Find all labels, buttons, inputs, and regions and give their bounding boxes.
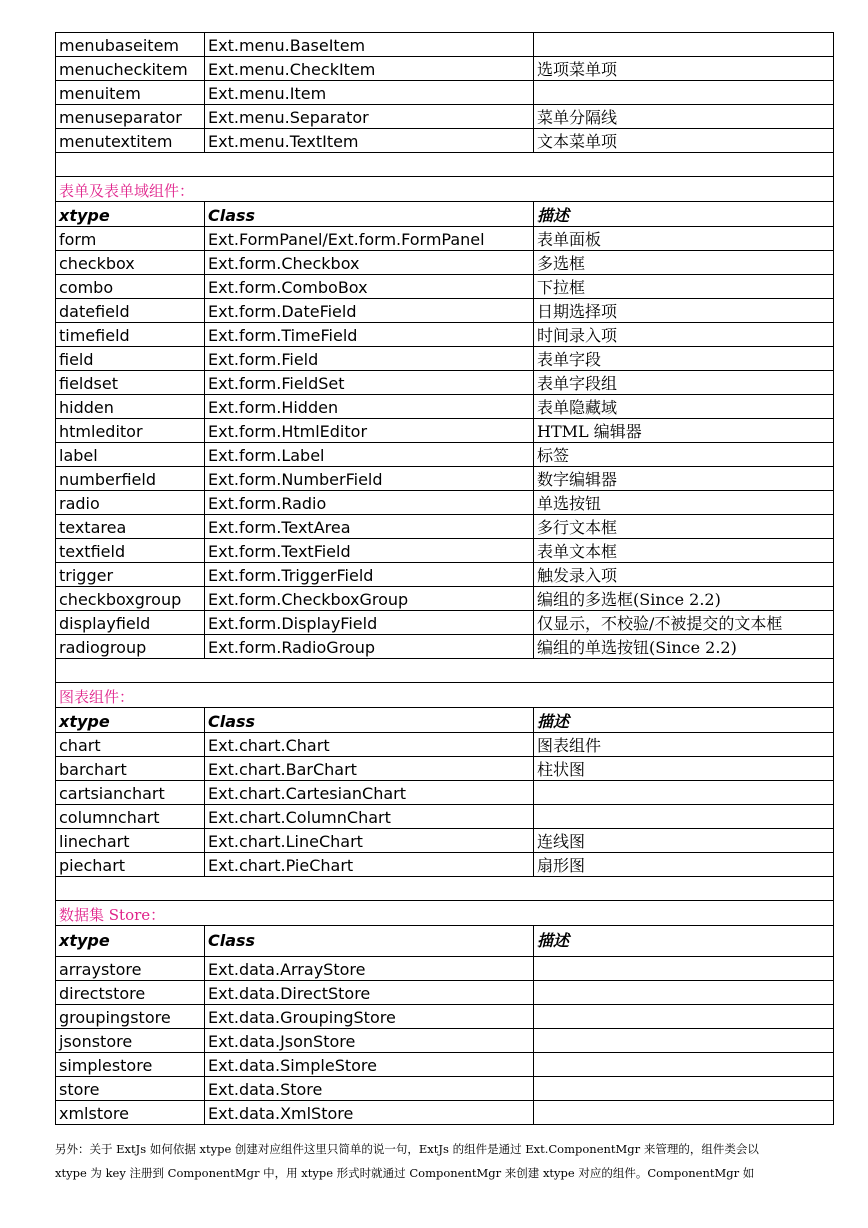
header-description: 描述	[534, 202, 834, 227]
header-description: 描述	[534, 926, 834, 957]
table-row	[56, 395, 834, 419]
description-cell: 多行文本框	[534, 515, 834, 539]
xtype-cell: textarea	[56, 515, 205, 539]
xtype-cell: piechart	[56, 853, 205, 877]
description-cell: 图表组件	[534, 733, 834, 757]
xtype-cell: numberfield	[56, 467, 205, 491]
class-cell: Ext.form.Label	[205, 443, 534, 467]
description-cell: 多选框	[534, 251, 834, 275]
table-row	[56, 829, 834, 853]
xtype-cell: displayfield	[56, 611, 205, 635]
xtype-cell: directstore	[56, 981, 205, 1005]
description-cell	[534, 1029, 834, 1053]
class-cell: Ext.data.Store	[205, 1077, 534, 1101]
description-cell: 表单面板	[534, 227, 834, 251]
class-cell: Ext.data.ArrayStore	[205, 957, 534, 981]
class-cell: Ext.form.RadioGroup	[205, 635, 534, 659]
class-cell: Ext.chart.ColumnChart	[205, 805, 534, 829]
description-cell: 数字编辑器	[534, 467, 834, 491]
xtype-table	[55, 32, 834, 1125]
xtype-cell: groupingstore	[56, 1005, 205, 1029]
section-title-row	[56, 901, 834, 926]
class-cell: Ext.data.SimpleStore	[205, 1053, 534, 1077]
description-cell	[534, 1101, 834, 1125]
table-header-row	[56, 202, 834, 227]
table-header-row	[56, 926, 834, 957]
spacer-cell	[56, 659, 834, 683]
class-cell: Ext.form.ComboBox	[205, 275, 534, 299]
description-cell: 日期选择项	[534, 299, 834, 323]
table-row	[56, 781, 834, 805]
table-row	[56, 81, 834, 105]
class-cell: Ext.menu.Separator	[205, 105, 534, 129]
description-cell	[534, 781, 834, 805]
class-cell: Ext.form.Radio	[205, 491, 534, 515]
xtype-cell: fieldset	[56, 371, 205, 395]
class-cell: Ext.form.CheckboxGroup	[205, 587, 534, 611]
table-row	[56, 1029, 834, 1053]
table-row	[56, 227, 834, 251]
document-page	[55, 32, 833, 1125]
class-cell: Ext.form.DateField	[205, 299, 534, 323]
class-cell: Ext.menu.CheckItem	[205, 57, 534, 81]
table-row	[56, 1077, 834, 1101]
xtype-cell: arraystore	[56, 957, 205, 981]
xtype-cell: radio	[56, 491, 205, 515]
description-cell: 时间录入项	[534, 323, 834, 347]
description-cell: 表单隐藏域	[534, 395, 834, 419]
table-row	[56, 467, 834, 491]
xtype-cell: menutextitem	[56, 129, 205, 153]
table-row	[56, 33, 834, 57]
footnote-paragraph	[55, 1137, 835, 1185]
class-cell: Ext.form.Checkbox	[205, 251, 534, 275]
table-row	[56, 491, 834, 515]
table-row	[56, 129, 834, 153]
description-cell: 连线图	[534, 829, 834, 853]
description-cell	[534, 81, 834, 105]
class-cell: Ext.form.FieldSet	[205, 371, 534, 395]
header-xtype: xtype	[56, 708, 205, 733]
description-cell: 下拉框	[534, 275, 834, 299]
xtype-cell: timefield	[56, 323, 205, 347]
class-cell: Ext.chart.Chart	[205, 733, 534, 757]
class-cell: Ext.data.GroupingStore	[205, 1005, 534, 1029]
spacer-row	[56, 153, 834, 177]
footnote-line: xtype 为 key 注册到 ComponentMgr 中，用 xtype 形式时就通过 ComponentMgr 来创建 xtype 对应的组件。ComponentMgr 如	[55, 1166, 755, 1180]
xtype-cell: datefield	[56, 299, 205, 323]
table-row	[56, 251, 834, 275]
table-row	[56, 323, 834, 347]
description-cell: 表单字段	[534, 347, 834, 371]
xtype-cell: checkbox	[56, 251, 205, 275]
xtype-cell: jsonstore	[56, 1029, 205, 1053]
class-cell: Ext.form.TimeField	[205, 323, 534, 347]
section-title: 数据集 Store：	[56, 901, 834, 926]
spacer-cell	[56, 153, 834, 177]
table-row	[56, 275, 834, 299]
table-row	[56, 981, 834, 1005]
header-class: Class	[205, 708, 534, 733]
header-description: 描述	[534, 708, 834, 733]
xtype-cell: form	[56, 227, 205, 251]
table-row	[56, 539, 834, 563]
header-class: Class	[205, 926, 534, 957]
section-title-row	[56, 683, 834, 708]
description-cell: 仅显示，不校验/不被提交的文本框	[534, 611, 834, 635]
class-cell: Ext.data.JsonStore	[205, 1029, 534, 1053]
xtype-cell: store	[56, 1077, 205, 1101]
xtype-cell: trigger	[56, 563, 205, 587]
table-row	[56, 57, 834, 81]
xtype-cell: menucheckitem	[56, 57, 205, 81]
table-row	[56, 757, 834, 781]
description-cell: 选项菜单项	[534, 57, 834, 81]
xtype-cell: barchart	[56, 757, 205, 781]
description-cell: 触发录入项	[534, 563, 834, 587]
xtype-cell: checkboxgroup	[56, 587, 205, 611]
class-cell: Ext.menu.BaseItem	[205, 33, 534, 57]
table-row	[56, 1005, 834, 1029]
header-class: Class	[205, 202, 534, 227]
xtype-cell: chart	[56, 733, 205, 757]
footnote-line: 另外：关于 ExtJs 如何依据 xtype 创建对应组件这里只简单的说一句，ExtJs 的组件是通过 Ext.ComponentMgr 来管理的，组件类会以	[55, 1142, 759, 1156]
table-row	[56, 957, 834, 981]
section-title: 表单及表单域组件：	[56, 177, 834, 202]
description-cell: 编组的多选框(Since 2.2)	[534, 587, 834, 611]
class-cell: Ext.menu.TextItem	[205, 129, 534, 153]
description-cell: 柱状图	[534, 757, 834, 781]
xtype-cell: htmleditor	[56, 419, 205, 443]
description-cell: HTML 编辑器	[534, 419, 834, 443]
class-cell: Ext.chart.LineChart	[205, 829, 534, 853]
class-cell: Ext.FormPanel/Ext.form.FormPanel	[205, 227, 534, 251]
description-cell	[534, 981, 834, 1005]
table-row	[56, 443, 834, 467]
xtype-cell: menubaseitem	[56, 33, 205, 57]
xtype-cell: cartsianchart	[56, 781, 205, 805]
table-row	[56, 563, 834, 587]
table-row	[56, 635, 834, 659]
xtype-cell: simplestore	[56, 1053, 205, 1077]
header-xtype: xtype	[56, 202, 205, 227]
spacer-row	[56, 877, 834, 901]
class-cell: Ext.form.TextField	[205, 539, 534, 563]
description-cell: 表单字段组	[534, 371, 834, 395]
xtype-cell: field	[56, 347, 205, 371]
class-cell: Ext.data.DirectStore	[205, 981, 534, 1005]
section-title: 图表组件：	[56, 683, 834, 708]
class-cell: Ext.chart.BarChart	[205, 757, 534, 781]
description-cell: 标签	[534, 443, 834, 467]
spacer-row	[56, 659, 834, 683]
table-row	[56, 611, 834, 635]
class-cell: Ext.form.NumberField	[205, 467, 534, 491]
description-cell	[534, 1005, 834, 1029]
class-cell: Ext.chart.CartesianChart	[205, 781, 534, 805]
xtype-cell: menuseparator	[56, 105, 205, 129]
description-cell: 表单文本框	[534, 539, 834, 563]
xtype-cell: textfield	[56, 539, 205, 563]
spacer-cell	[56, 877, 834, 901]
description-cell: 文本菜单项	[534, 129, 834, 153]
xtype-cell: label	[56, 443, 205, 467]
xtype-cell: xmlstore	[56, 1101, 205, 1125]
class-cell: Ext.form.HtmlEditor	[205, 419, 534, 443]
xtype-cell: linechart	[56, 829, 205, 853]
description-cell: 菜单分隔线	[534, 105, 834, 129]
table-row	[56, 1053, 834, 1077]
class-cell: Ext.form.Field	[205, 347, 534, 371]
class-cell: Ext.chart.PieChart	[205, 853, 534, 877]
xtype-cell: menuitem	[56, 81, 205, 105]
class-cell: Ext.form.TextArea	[205, 515, 534, 539]
description-cell	[534, 33, 834, 57]
table-row	[56, 371, 834, 395]
description-cell	[534, 805, 834, 829]
description-cell	[534, 957, 834, 981]
table-row	[56, 299, 834, 323]
class-cell: Ext.form.TriggerField	[205, 563, 534, 587]
class-cell: Ext.menu.Item	[205, 81, 534, 105]
table-row	[56, 105, 834, 129]
description-cell	[534, 1053, 834, 1077]
description-cell: 单选按钮	[534, 491, 834, 515]
description-cell: 扇形图	[534, 853, 834, 877]
xtype-cell: hidden	[56, 395, 205, 419]
table-row	[56, 587, 834, 611]
class-cell: Ext.form.DisplayField	[205, 611, 534, 635]
table-row	[56, 347, 834, 371]
table-row	[56, 515, 834, 539]
xtype-cell: radiogroup	[56, 635, 205, 659]
table-row	[56, 419, 834, 443]
xtype-table-body	[56, 33, 834, 1125]
table-header-row	[56, 708, 834, 733]
class-cell: Ext.form.Hidden	[205, 395, 534, 419]
description-cell	[534, 1077, 834, 1101]
xtype-cell: combo	[56, 275, 205, 299]
description-cell: 编组的单选按钮(Since 2.2)	[534, 635, 834, 659]
table-row	[56, 733, 834, 757]
table-row	[56, 1101, 834, 1125]
table-row	[56, 805, 834, 829]
xtype-cell: columnchart	[56, 805, 205, 829]
table-row	[56, 853, 834, 877]
class-cell: Ext.data.XmlStore	[205, 1101, 534, 1125]
header-xtype: xtype	[56, 926, 205, 957]
section-title-row	[56, 177, 834, 202]
